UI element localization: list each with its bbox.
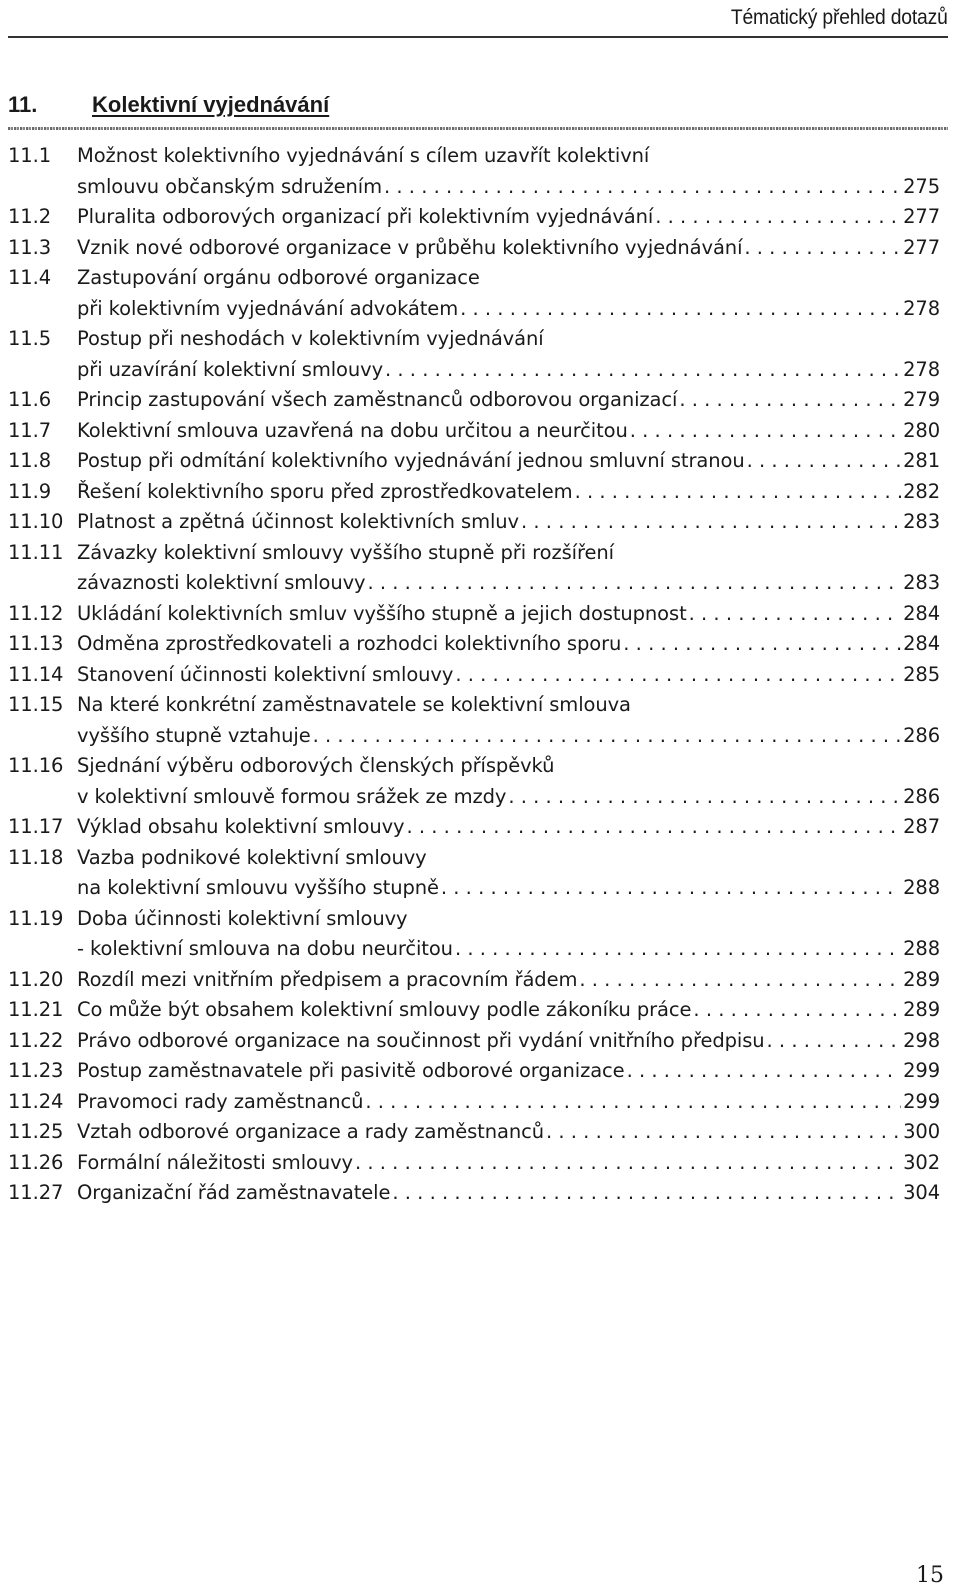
toc-entry-body [77,507,940,538]
toc-entry-number: 11.8 [8,449,52,472]
toc-entry [8,690,940,751]
dot-leader [767,1026,902,1057]
toc-entry-body [77,141,940,202]
toc-entry-last-line [77,782,940,813]
toc-entry-last-line [77,1117,940,1148]
toc-entry [8,141,940,202]
dot-leader [546,1117,901,1148]
toc-entry [8,446,940,477]
toc-entry-title-line: Na které konkrétní zaměstnavatele se kolektivní smlouva [77,693,631,716]
toc-entry-body [77,904,940,965]
dot-leader [521,507,901,538]
dot-leader [689,599,901,630]
toc-entry-page: 286 [903,784,940,808]
page-number: 15 [916,1563,944,1588]
toc-entry-body [77,690,940,751]
toc-entry-title-line: Řešení kolektivního sporu před zprostředkovatelem [77,479,573,503]
toc-entry-title-line: Výklad obsahu kolektivní smlouvy [77,815,405,838]
toc-entry-body [77,446,940,477]
dot-leader [367,568,901,599]
toc-entry-last-line [77,934,940,965]
toc-entry-title-line: Doba účinnosti kolektivní smlouvy [77,906,408,930]
toc-entry-page: 302 [903,1150,940,1174]
toc-entry-number: 11.25 [8,1120,64,1143]
toc-entry-page: 288 [903,937,940,960]
toc-entry [8,1117,940,1148]
toc-entry-page: 288 [903,876,940,899]
toc-entry-last-line [77,233,940,264]
toc-entry [8,263,940,324]
toc-entry-title-line: Závazky kolektivní smlouvy vyššího stupně při rozšíření [77,540,614,564]
toc-entry [8,507,940,538]
toc-entry-title-line: Postup zaměstnavatele při pasivitě odborové organizace [77,1059,625,1082]
toc-entry-body [77,477,940,508]
toc-entry-page: 275 [903,174,940,198]
toc-entry-page: 286 [903,723,940,747]
toc-entry-body [77,751,940,812]
toc-entry-title-line: Odměna zprostředkovateli a rozhodci kolektivního sporu [77,632,622,655]
toc-entry-last-line [77,416,940,447]
toc-entry-page: 287 [903,815,940,838]
toc-entry-number: 11.23 [8,1059,64,1082]
toc-entry [8,843,940,904]
toc-entry-title-line: Rozdíl mezi vnitřním předpisem a pracovním řádem [77,967,578,991]
chapter-number: 11. [8,92,38,117]
toc-entry-last-line [77,568,940,599]
toc-entry-last-line [77,172,940,203]
toc-entry-last-line [77,446,940,477]
toc-entry-page: 298 [903,1028,940,1052]
dot-leader [365,1087,901,1118]
toc-entry-title-line: Ukládání kolektivních smluv vyššího stupně a jejich dostupnost [77,601,687,625]
toc-entry-last-line [77,965,940,996]
toc-entry-number: 11.17 [8,815,64,838]
table-of-contents [8,141,940,1209]
dot-leader [655,202,901,233]
toc-entry-title-line: Stanovení účinnosti kolektivní smlouvy [77,662,454,686]
toc-entry-title-line: Pluralita odborových organizací při kolektivním vyjednávání [77,205,654,228]
toc-entry-number: 11.15 [8,693,64,716]
toc-entry-last-line [77,1148,940,1179]
toc-entry [8,324,940,385]
toc-entry-number: 11.10 [8,510,64,533]
toc-entry-page: 281 [903,449,940,472]
toc-entry-last-line [77,355,940,386]
toc-entry-body [77,1087,940,1118]
toc-entry [8,1148,940,1179]
toc-entry-number: 11.7 [8,418,52,442]
dot-leader [385,355,901,386]
toc-entry-last-line [77,660,940,691]
dot-leader [508,782,901,813]
dot-leader [627,1056,902,1087]
toc-entry-body [77,629,940,660]
toc-entry-title-line: Vztah odborové organizace a rady zaměstnanců [77,1120,544,1143]
dot-leader [313,721,901,752]
toc-entry-page: 278 [903,357,940,381]
dot-leader [455,660,901,691]
toc-entry [8,1026,940,1057]
toc-entry [8,751,940,812]
toc-entry-title-line: Formální náležitosti smlouvy [77,1150,353,1174]
toc-entry-page: 284 [903,601,940,625]
toc-entry-number: 11.4 [8,266,52,289]
toc-entry-body [77,385,940,416]
toc-entry-number: 11.20 [8,967,64,991]
toc-entry-body [77,416,940,447]
toc-entry-number: 11.27 [8,1181,64,1204]
toc-entry-number: 11.3 [8,235,52,259]
toc-entry-title-line: Vznik nové odborové organizace v průběhu kolektivního vyjednávání [77,235,743,259]
toc-entry-body [77,660,940,691]
dot-leader [392,1178,901,1209]
toc-entry [8,812,940,843]
dot-leader [679,385,901,416]
toc-entry-title-line: - kolektivní smlouva na dobu neurčitou [77,937,453,960]
toc-entry [8,660,940,691]
toc-entry-number: 11.14 [8,662,64,686]
toc-entry-title-line: při uzavírání kolektivní smlouvy [77,357,384,381]
toc-entry-page: 278 [903,296,940,320]
toc-entry-body [77,538,940,599]
toc-entry-number: 11.16 [8,754,64,777]
toc-entry [8,233,940,264]
toc-entry-title-line: Postup při odmítání kolektivního vyjednávání jednou smluvní stranou [77,449,745,472]
toc-entry-last-line [77,599,940,630]
toc-entry-number: 11.5 [8,327,52,350]
toc-entry-last-line [77,385,940,416]
toc-entry-body [77,1056,940,1087]
toc-entry-title-line: Sjednání výběru odborových členských příspěvků [77,754,555,777]
toc-entry-title-line: Vazba podnikové kolektivní smlouvy [77,845,427,869]
toc-entry-body [77,599,940,630]
toc-entry-title-line: vyššího stupně vztahuje [77,723,311,747]
toc-entry-page: 277 [903,235,940,259]
toc-entry-number: 11.2 [8,205,52,228]
toc-entry-last-line [77,873,940,904]
dot-leader [384,172,901,203]
toc-entry-number: 11.13 [8,632,64,655]
toc-entry-page: 284 [903,632,940,655]
toc-entry [8,1087,940,1118]
header-rule [8,36,948,38]
dot-leader [355,1148,901,1179]
toc-entry-title-line: Princip zastupování všech zaměstnanců odborovou organizací [77,388,678,411]
toc-entry-title-line: Organizační řád zaměstnavatele [77,1181,391,1204]
toc-entry-number: 11.12 [8,601,64,625]
dot-leader [406,812,901,843]
toc-entry-last-line [77,721,940,752]
toc-entry-number: 11.18 [8,845,64,869]
toc-entry-title-line: Zastupování orgánu odborové organizace [77,266,480,289]
toc-entry-number: 11.21 [8,998,64,1021]
dot-leader [630,416,901,447]
toc-entry [8,965,940,996]
toc-entry-last-line [77,812,940,843]
toc-entry-number: 11.1 [8,144,52,167]
toc-entry-last-line [77,629,940,660]
toc-entry-body [77,1178,940,1209]
toc-entry-body [77,233,940,264]
dot-leader [575,477,902,508]
toc-entry [8,416,940,447]
toc-entry-number: 11.26 [8,1150,64,1174]
toc-entry-title-line: Kolektivní smlouva uzavřená na dobu určitou a neurčitou [77,418,628,442]
toc-entry-page: 283 [903,571,940,594]
toc-entry [8,995,940,1026]
toc-entry-last-line [77,477,940,508]
toc-entry-page: 304 [903,1181,940,1204]
toc-entry-number: 11.11 [8,540,64,564]
dot-leader [744,233,901,264]
toc-entry [8,599,940,630]
toc-entry-body [77,1117,940,1148]
toc-entry-page: 280 [903,418,940,442]
toc-entry-last-line [77,1056,940,1087]
toc-entry-body [77,1026,940,1057]
toc-entry-title-line: Postup při neshodách v kolektivním vyjednávání [77,327,544,350]
toc-entry [8,1178,940,1209]
toc-entry-last-line [77,1026,940,1057]
toc-entry-last-line [77,1178,940,1209]
toc-entry-body [77,812,940,843]
toc-entry-body [77,202,940,233]
dot-leader [747,446,901,477]
chapter-rule [8,127,948,130]
toc-entry-title-line: smlouvu občanským sdružením [77,174,383,198]
toc-entry-title-line: Právo odborové organizace na součinnost při vydání vnitřního předpisu [77,1028,765,1052]
toc-entry-page: 299 [903,1059,940,1082]
toc-entry [8,477,940,508]
dot-leader [579,965,901,996]
toc-entry-title-line: Pravomoci rady zaměstnanců [77,1089,364,1113]
dot-leader [693,995,901,1026]
toc-entry [8,904,940,965]
toc-entry-body [77,263,940,324]
toc-entry-title-line: závaznosti kolektivní smlouvy [77,571,366,594]
toc-entry-last-line [77,507,940,538]
toc-entry-page: 279 [903,388,940,411]
toc-entry-last-line [77,1087,940,1118]
toc-entry-page: 277 [903,205,940,228]
toc-entry-title-line: při kolektivním vyjednávání advokátem [77,296,459,320]
toc-entry-body [77,965,940,996]
dot-leader [441,873,901,904]
toc-entry-number: 11.9 [8,479,52,503]
toc-entry [8,385,940,416]
toc-entry-last-line [77,995,940,1026]
dot-leader [455,934,901,965]
toc-entry-last-line [77,294,940,325]
toc-entry-number: 11.24 [8,1089,64,1113]
dot-leader [623,629,901,660]
toc-entry-page: 283 [903,510,940,533]
toc-entry-page: 289 [903,967,940,991]
toc-entry-page: 285 [903,662,940,686]
running-header: Tématický přehled dotazů [731,6,948,29]
toc-entry-body [77,843,940,904]
toc-entry-number: 11.22 [8,1028,64,1052]
toc-entry-body [77,995,940,1026]
toc-entry-last-line [77,202,940,233]
chapter-heading [8,92,948,132]
toc-entry-body [77,324,940,385]
toc-entry-title-line: Platnost a zpětná účinnost kolektivních smluv [77,510,519,533]
toc-entry-page: 299 [903,1089,940,1113]
dot-leader [460,294,901,325]
toc-entry-title-line: Co může být obsahem kolektivní smlouvy podle zákoníku práce [77,998,692,1021]
toc-entry-number: 11.19 [8,906,64,930]
toc-entry [8,629,940,660]
toc-entry-title-line: Možnost kolektivního vyjednávání s cílem uzavřít kolektivní [77,144,650,167]
toc-entry-number: 11.6 [8,388,52,411]
toc-entry-title-line: v kolektivní smlouvě formou srážek ze mzdy [77,784,507,808]
toc-entry-page: 289 [903,998,940,1021]
chapter-title: Kolektivní vyjednávání [92,92,330,117]
toc-entry-title-line: na kolektivní smlouvu vyššího stupně [77,876,439,899]
toc-entry-page: 282 [903,479,940,503]
toc-entry [8,1056,940,1087]
toc-entry-page: 300 [903,1120,940,1143]
toc-entry [8,538,940,599]
toc-entry [8,202,940,233]
toc-entry-body [77,1148,940,1179]
